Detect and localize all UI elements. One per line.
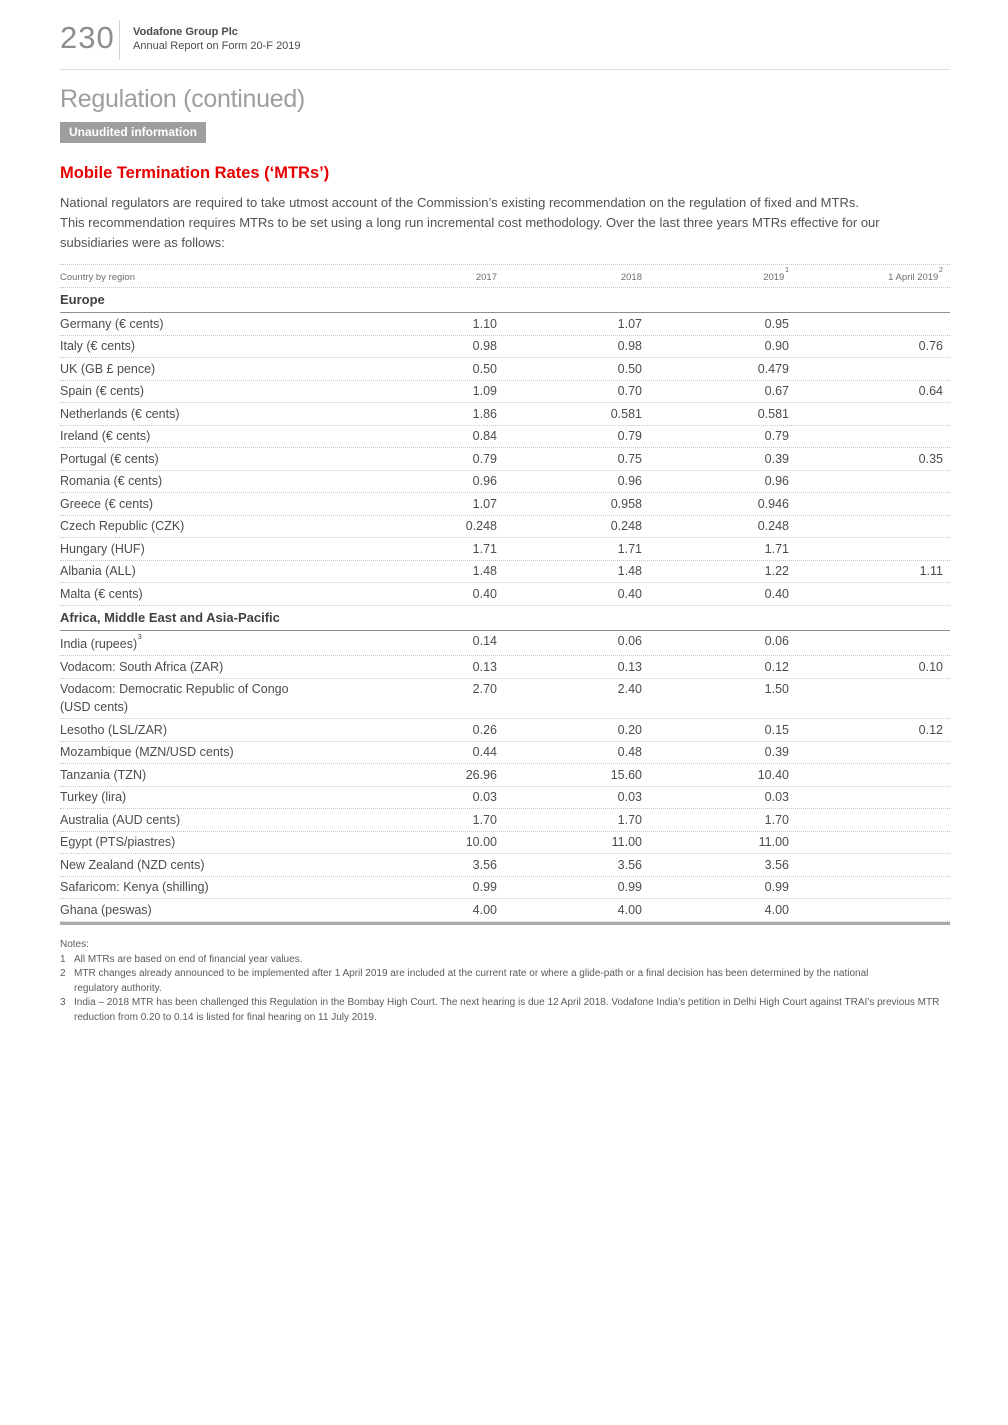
table-row	[60, 426, 950, 449]
table-row	[60, 313, 950, 336]
table-row	[60, 493, 950, 516]
intro-line: This recommendation requires MTRs to be set using a long run incremental cost methodology. Over the last three years MTRs effective for our	[60, 215, 880, 230]
rate-value: 0.96	[617, 474, 642, 489]
country-name-line2: (USD cents)	[60, 700, 129, 715]
rate-value: 0.13	[472, 659, 497, 674]
table-section-header	[60, 288, 950, 313]
rate-value: 0.06	[764, 634, 789, 649]
superscript-ref: 2	[938, 265, 943, 274]
notes-title: Notes:	[60, 938, 89, 950]
rate-value: 1.22	[764, 564, 789, 579]
table-header-row	[60, 264, 950, 288]
rate-value: 0.39	[764, 451, 789, 466]
rate-value: 0.03	[764, 790, 789, 805]
rate-value: 15.60	[610, 767, 642, 782]
table-row	[60, 899, 950, 922]
table-section-name: Europe	[60, 292, 105, 308]
column-header-year	[642, 265, 789, 284]
rate-value: 3.56	[472, 857, 497, 872]
table-row	[60, 471, 950, 494]
row-country-label	[60, 880, 352, 894]
rate-value: 0.79	[472, 451, 497, 466]
rate-value: 1.48	[472, 564, 497, 579]
rate-value: 0.581	[610, 406, 642, 421]
table-row	[60, 381, 950, 404]
table-row	[60, 854, 950, 877]
table-row	[60, 809, 950, 832]
section-title: Regulation (continued)	[60, 85, 305, 113]
table-row	[60, 358, 950, 381]
country-name: New Zealand (NZD cents)	[60, 857, 205, 872]
rate-value: 10.00	[465, 835, 497, 850]
row-country-label	[60, 745, 352, 759]
row-country-label	[60, 634, 352, 651]
header-divider	[119, 20, 120, 60]
table-row	[60, 832, 950, 855]
row-country-label	[60, 497, 352, 511]
rate-value: 1.09	[472, 384, 497, 399]
country-name: Vodacom: Democratic Republic of Congo	[60, 682, 289, 697]
rate-value: 1.07	[617, 316, 642, 331]
table-row	[60, 877, 950, 900]
table-row	[60, 516, 950, 539]
row-country-label	[60, 542, 352, 556]
country-name: Egypt (PTS/piastres)	[60, 835, 176, 850]
table-section-name: Africa, Middle East and Asia-Pacific	[60, 609, 280, 625]
rate-value: 0.98	[472, 339, 497, 354]
country-name: Hungary (HUF)	[60, 541, 145, 556]
report-name: Annual Report on Form 20-F 2019	[133, 40, 301, 52]
row-country-label	[60, 564, 352, 578]
country-name: Ireland (€ cents)	[60, 429, 151, 444]
rate-value: 0.95	[764, 316, 789, 331]
table-row	[60, 403, 950, 426]
country-name: Portugal (€ cents)	[60, 451, 159, 466]
row-country-label	[60, 790, 352, 804]
rate-value: 0.84	[472, 429, 497, 444]
rate-value: 4.00	[764, 902, 789, 917]
column-header-year	[789, 265, 950, 284]
rate-value: 0.40	[472, 586, 497, 601]
unaudited-badge: Unaudited information	[60, 122, 206, 143]
rate-value: 3.56	[764, 857, 789, 872]
rate-value: 1.71	[472, 541, 497, 556]
rate-value: 1.50	[764, 682, 789, 697]
note-number: 3	[60, 997, 66, 1009]
row-country-label	[60, 835, 352, 849]
column-header-label: Country by region	[60, 272, 135, 284]
rate-value: 0.10	[918, 659, 943, 674]
rate-value: 1.71	[764, 541, 789, 556]
country-name: Turkey (lira)	[60, 790, 127, 805]
country-name: Australia (AUD cents)	[60, 812, 181, 827]
note-line: MTR changes already announced to be implemented after 1 April 2019 are included at the current rate or where a glide-path or a final decision has been determined by the national	[74, 968, 869, 980]
rate-value: 3.56	[617, 857, 642, 872]
rate-value: 1.86	[472, 406, 497, 421]
note-number: 1	[60, 953, 66, 965]
rate-value: 0.79	[764, 429, 789, 444]
row-country-label	[60, 317, 352, 331]
row-country-label	[60, 339, 352, 353]
table-row	[60, 656, 950, 679]
company-name: Vodafone Group Plc	[133, 26, 238, 38]
column-header-year	[352, 272, 497, 283]
rate-value: 0.99	[472, 880, 497, 895]
rate-value: 0.12	[918, 722, 943, 737]
country-name: Safaricom: Kenya (shilling)	[60, 880, 209, 895]
rate-value: 0.958	[610, 496, 642, 511]
rate-value: 0.96	[472, 474, 497, 489]
country-name: Spain (€ cents)	[60, 384, 145, 399]
page-header	[60, 0, 950, 60]
row-country-label	[60, 813, 352, 827]
table-row	[60, 448, 950, 471]
rate-value: 1.11	[919, 564, 943, 579]
table-row	[60, 742, 950, 765]
note-item	[60, 953, 950, 968]
rate-value: 0.14	[472, 634, 497, 649]
notes-section	[60, 938, 950, 1026]
rate-value: 0.96	[764, 474, 789, 489]
intro-paragraph	[60, 193, 950, 253]
table-section-header	[60, 606, 950, 631]
row-country-label	[60, 682, 352, 714]
table-row	[60, 583, 950, 606]
country-name: Malta (€ cents)	[60, 586, 143, 601]
rate-value: 0.64	[918, 384, 943, 399]
column-header-country	[60, 272, 352, 283]
rate-value: 0.48	[617, 745, 642, 760]
rate-value: 0.76	[918, 339, 943, 354]
mtr-table	[60, 264, 950, 925]
superscript-ref: 3	[137, 632, 142, 642]
rate-value: 0.479	[757, 361, 789, 376]
rate-value: 11.00	[611, 835, 642, 850]
rate-value: 0.12	[764, 659, 789, 674]
page-number: 230	[60, 20, 115, 55]
country-name: Italy (€ cents)	[60, 339, 136, 354]
row-country-label	[60, 858, 352, 872]
column-header-label: 2019	[763, 272, 785, 284]
row-country-label	[60, 903, 352, 917]
country-name: UK (GB £ pence)	[60, 361, 156, 376]
table-row	[60, 561, 950, 584]
notes-list	[60, 953, 950, 1026]
table-row	[60, 336, 950, 359]
rate-value: 1.07	[472, 496, 497, 511]
row-country-label	[60, 519, 352, 533]
rate-value: 0.67	[764, 384, 789, 399]
rate-value: 0.248	[465, 519, 497, 534]
row-country-label	[60, 362, 352, 376]
country-name: Tanzania (TZN)	[60, 767, 147, 782]
note-item	[60, 967, 950, 996]
country-name: Greece (€ cents)	[60, 496, 154, 511]
row-country-label	[60, 723, 352, 737]
intro-line: National regulators are required to take utmost account of the Commission’s existing recommendation on the regulation of fixed and MTRs.	[60, 195, 859, 210]
country-name: Mozambique (MZN/USD cents)	[60, 745, 234, 760]
table-row	[60, 679, 950, 720]
rate-value: 26.96	[465, 767, 497, 782]
row-country-label	[60, 452, 352, 466]
rate-value: 0.26	[472, 722, 497, 737]
country-name: Lesotho (LSL/ZAR)	[60, 722, 167, 737]
rate-value: 0.40	[617, 586, 642, 601]
note-text	[74, 953, 950, 968]
column-header-label: 2017	[475, 272, 497, 284]
table-row	[60, 719, 950, 742]
rate-value: 1.10	[472, 316, 497, 331]
rate-value: 2.70	[472, 682, 497, 697]
note-line: reduction from 0.20 to 0.14 is listed for final hearing on 11 July 2019.	[74, 1011, 377, 1023]
row-country-label	[60, 407, 352, 421]
row-country-label	[60, 384, 352, 398]
table-row	[60, 764, 950, 787]
rate-value: 0.50	[617, 361, 642, 376]
country-name: Romania (€ cents)	[60, 474, 163, 489]
rate-value: 0.20	[617, 722, 642, 737]
rate-value: 0.06	[617, 634, 642, 649]
country-name: Vodacom: South Africa (ZAR)	[60, 659, 224, 674]
rate-value: 0.70	[617, 384, 642, 399]
article-heading: Mobile Termination Rates (‘MTRs’)	[60, 164, 330, 182]
column-header-label: 1 April 2019	[888, 272, 939, 284]
rate-value: 0.99	[617, 880, 642, 895]
rate-value: 10.40	[757, 767, 789, 782]
rate-value: 0.946	[757, 496, 789, 511]
country-name: Netherlands (€ cents)	[60, 406, 180, 421]
rate-value: 0.13	[617, 659, 642, 674]
rate-value: 0.44	[472, 745, 497, 760]
note-item	[60, 996, 950, 1025]
table-row	[60, 538, 950, 561]
rate-value: 2.40	[617, 682, 642, 697]
rate-value: 0.03	[472, 790, 497, 805]
rate-value: 0.40	[764, 586, 789, 601]
rate-value: 4.00	[617, 902, 642, 917]
country-name: Ghana (peswas)	[60, 902, 152, 917]
column-header-year	[497, 272, 642, 283]
rate-value: 0.50	[472, 361, 497, 376]
note-line: regulatory authority.	[74, 982, 162, 994]
country-name: Germany (€ cents)	[60, 316, 164, 331]
row-country-label	[60, 474, 352, 488]
intro-line: subsidiaries were as follows:	[60, 235, 225, 250]
row-country-label	[60, 429, 352, 443]
note-text	[74, 967, 950, 996]
country-name: India (rupees)	[60, 637, 138, 652]
rate-value: 0.35	[918, 451, 943, 466]
rate-value: 1.70	[472, 812, 497, 827]
rate-value: 0.98	[617, 339, 642, 354]
column-header-label: 2018	[620, 272, 642, 284]
note-line: India – 2018 MTR has been challenged this Regulation in the Bombay High Court. The next hearing is due 12 April 2018. Vodafone India’s petition in Delhi High Court against TRAI’s previous MTR	[74, 997, 940, 1009]
mtr-table-body	[60, 288, 950, 922]
report-identity	[133, 20, 301, 53]
rate-value: 11.00	[758, 835, 789, 850]
row-country-label	[60, 660, 352, 674]
rate-value: 0.39	[764, 745, 789, 760]
note-number: 2	[60, 968, 66, 980]
superscript-ref: 1	[784, 265, 789, 274]
note-text	[74, 996, 950, 1025]
country-name: Czech Republic (CZK)	[60, 519, 185, 534]
country-name: Albania (ALL)	[60, 564, 136, 579]
note-line: All MTRs are based on end of financial year values.	[74, 953, 303, 965]
rate-value: 0.79	[617, 429, 642, 444]
rate-value: 0.03	[617, 790, 642, 805]
table-row	[60, 787, 950, 810]
header-rule	[60, 69, 950, 70]
row-country-label	[60, 768, 352, 782]
rate-value: 4.00	[472, 902, 497, 917]
row-country-label	[60, 587, 352, 601]
rate-value: 1.48	[617, 564, 642, 579]
rate-value: 1.70	[617, 812, 642, 827]
rate-value: 1.70	[764, 812, 789, 827]
rate-value: 0.581	[757, 406, 789, 421]
rate-value: 0.90	[764, 339, 789, 354]
table-row	[60, 631, 950, 657]
rate-value: 0.75	[617, 451, 642, 466]
rate-value: 0.248	[757, 519, 789, 534]
rate-value: 0.15	[764, 722, 789, 737]
rate-value: 1.71	[617, 541, 642, 556]
rate-value: 0.248	[610, 519, 642, 534]
rate-value: 0.99	[764, 880, 789, 895]
